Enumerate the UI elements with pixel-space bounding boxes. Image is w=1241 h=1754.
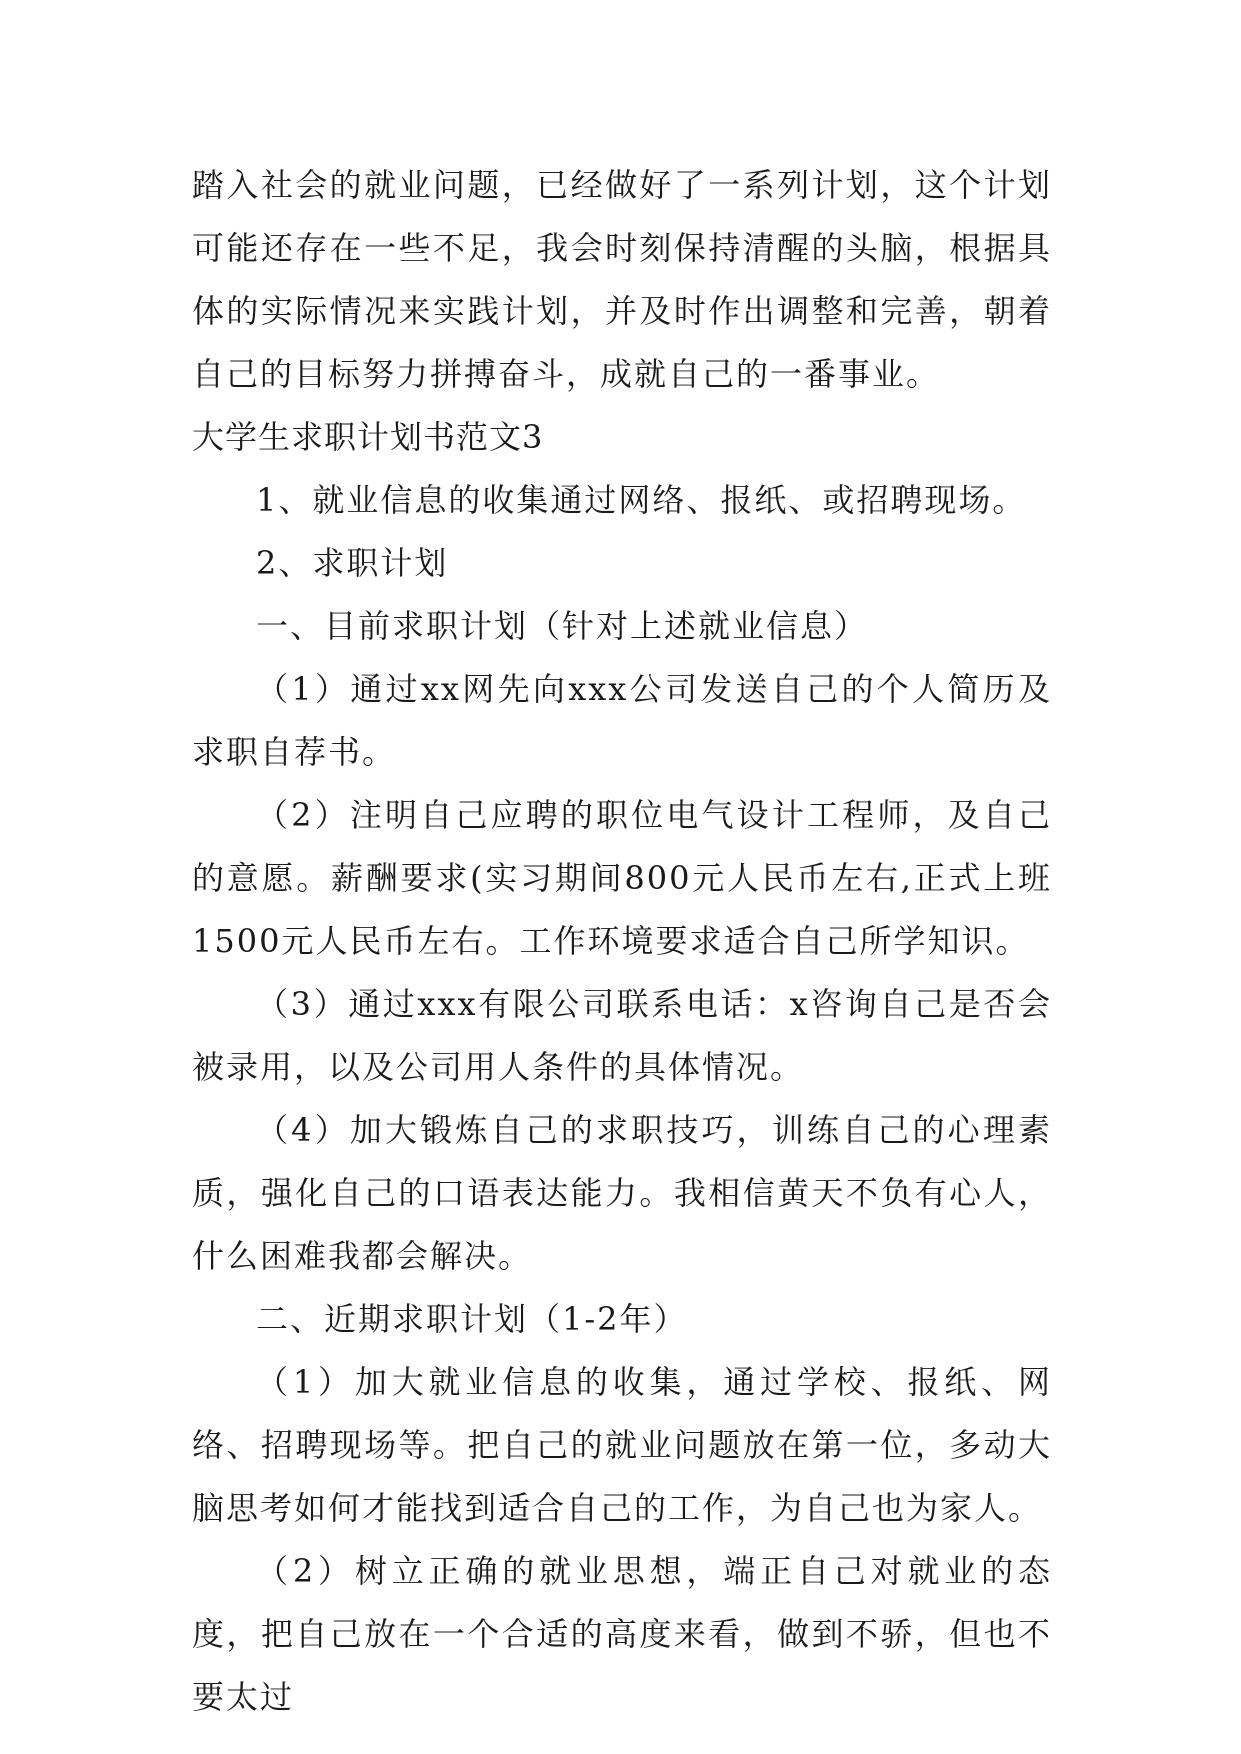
- paragraph-near-term-plan-title: 二、近期求职计划（1-2年）: [256, 1300, 688, 1338]
- document-body: [192, 154, 1052, 1729]
- section-heading: 大学生求职计划书范文3: [192, 418, 544, 456]
- list-item-current-4: （4）加大锻炼自己的求职技巧，训练自己的心理素质，强化自己的口语表达能力。我相信黄天不负有心人，什么困难我都会解决。: [192, 1111, 1052, 1275]
- list-item-near-term-1: （1）加大就业信息的收集，通过学校、报纸、网络、招聘现场等。把自己的就业问题放在第一位，多动大脑思考如何才能找到适合自己的工作，为自己也为家人。: [192, 1363, 1052, 1527]
- paragraph-info-collection: 1、就业信息的收集通过网络、报纸、或招聘现场。: [256, 481, 1027, 519]
- list-item-current-1: （1）通过xx网先向xxx公司发送自己的个人简历及求职自荐书。: [192, 670, 1052, 771]
- paragraph-conclusion: 踏入社会的就业问题，已经做好了一系列计划，这个计划可能还存在一些不足，我会时刻保持清醒的头脑，根据具体的实际情况来实践计划，并及时作出调整和完善，朝着自己的目标努力拼搏奋斗，成就自己的一番事业。: [192, 166, 1052, 393]
- list-item-near-term-2: （2）树立正确的就业思想，端正自己对就业的态度，把自己放在一个合适的高度来看，做到不骄，但也不要太过: [192, 1552, 1052, 1716]
- list-item-current-2: （2）注明自己应聘的职位电气设计工程师，及自己的意愿。薪酬要求(实习期间800元人民币左右,正式上班1500元人民币左右。工作环境要求适合自己所学知识。: [192, 796, 1052, 960]
- paragraph-current-plan-title: 一、目前求职计划（针对上述就业信息）: [256, 607, 869, 645]
- list-item-current-3: （3）通过xxx有限公司联系电话：x咨询自己是否会被录用，以及公司用人条件的具体情况。: [192, 985, 1052, 1086]
- paragraph-job-plan-title: 2、求职计划: [256, 544, 449, 582]
